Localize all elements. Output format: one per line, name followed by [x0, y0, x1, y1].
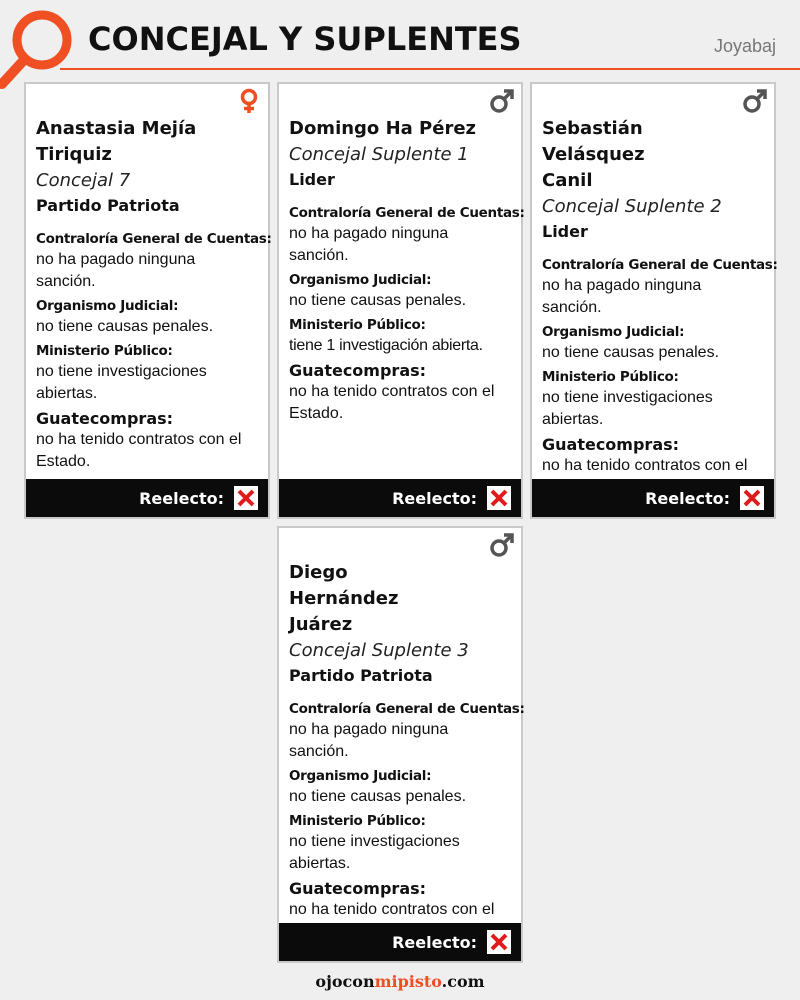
- not-reelected-x-icon: [234, 486, 258, 510]
- ministerio-label: Ministerio Público:: [289, 317, 426, 333]
- male-icon: [742, 88, 768, 114]
- guatecompras-label: Guatecompras:: [289, 879, 427, 898]
- location-label: Joyabaj: [713, 36, 776, 56]
- contraloria-value: no ha pagado ninguna sanción.: [289, 721, 449, 760]
- not-reelected-x-icon: [740, 486, 764, 510]
- candidate-party: Partido Patriota: [289, 666, 433, 685]
- organismo-label: Organismo Judicial:: [289, 768, 432, 784]
- page-title: CONCEJAL Y SUPLENTES: [88, 20, 522, 58]
- candidate-role: Concejal 7: [36, 170, 131, 191]
- guatecompras-value: no ha tenido contratos con el Estado.: [36, 431, 242, 470]
- male-icon: [489, 88, 515, 114]
- organismo-label: Organismo Judicial:: [289, 272, 432, 288]
- candidate-party: Lider: [289, 170, 335, 189]
- ministerio-value: no tiene investigaciones abiertas.: [542, 389, 713, 428]
- candidate-party: Partido Patriota: [36, 196, 180, 215]
- guatecompras-label: Guatecompras:: [542, 435, 680, 454]
- reelecto-label: Reelecto:: [392, 488, 477, 508]
- contraloria-value: no ha pagado ninguna sanción.: [542, 277, 702, 316]
- guatecompras-value: no ha tenido contratos con el: [542, 457, 748, 474]
- brand-part-3: .com: [441, 972, 485, 991]
- male-icon: [489, 532, 515, 558]
- guatecompras-label: Guatecompras:: [36, 409, 174, 428]
- candidate-name: Diego Hernández Juárez: [289, 562, 399, 635]
- brand-part-1: ojocon: [315, 972, 375, 991]
- guatecompras-value: no ha tenido contratos con el Estado.: [289, 383, 495, 422]
- reelecto-label: Reelecto:: [645, 488, 730, 508]
- candidate-role: Concejal Suplente 2: [542, 196, 722, 217]
- guatecompras-label: Guatecompras:: [289, 361, 427, 380]
- brand-part-2: mipisto: [374, 972, 442, 991]
- contraloria-value: no ha pagado ninguna sanción.: [289, 225, 449, 264]
- contraloria-label: Contraloría General de Cuentas:: [36, 231, 272, 247]
- candidate-card: [277, 526, 523, 963]
- header-divider: [60, 68, 800, 70]
- candidate-card: [530, 82, 776, 519]
- candidate-name: Sebastián Velásquez Canil: [542, 118, 645, 191]
- organismo-value: no tiene causas penales.: [36, 318, 214, 335]
- reelecto-bar: [532, 479, 774, 517]
- contraloria-label: Contraloría General de Cuentas:: [542, 257, 778, 273]
- contraloria-label: Contraloría General de Cuentas:: [289, 205, 525, 221]
- candidate-role: Concejal Suplente 3: [289, 640, 469, 661]
- contraloria-label: Contraloría General de Cuentas:: [289, 701, 525, 717]
- reelecto-bar: [279, 923, 521, 961]
- candidate-role: Concejal Suplente 1: [289, 144, 469, 165]
- candidate-card: [277, 82, 523, 519]
- not-reelected-x-icon: [487, 930, 511, 954]
- ministerio-value: no tiene investigaciones abiertas.: [289, 833, 460, 872]
- page-header: [0, 0, 800, 82]
- ministerio-label: Ministerio Público:: [289, 813, 426, 829]
- reelecto-bar: [279, 479, 521, 517]
- ministerio-value: tiene 1 investigación abierta.: [289, 337, 483, 354]
- organismo-label: Organismo Judicial:: [542, 324, 685, 340]
- ministerio-label: Ministerio Público:: [36, 343, 173, 359]
- contraloria-value: no ha pagado ninguna sanción.: [36, 251, 196, 290]
- candidate-card: [24, 82, 270, 519]
- candidate-name: Domingo Ha Pérez: [289, 118, 477, 139]
- organismo-value: no tiene causas penales.: [289, 292, 467, 309]
- female-icon: [236, 88, 262, 114]
- candidate-party: Lider: [542, 222, 588, 241]
- organismo-label: Organismo Judicial:: [36, 298, 179, 314]
- ministerio-label: Ministerio Público:: [542, 369, 679, 385]
- reelecto-bar: [26, 479, 268, 517]
- guatecompras-value: no ha tenido contratos con el: [289, 901, 495, 918]
- not-reelected-x-icon: [487, 486, 511, 510]
- reelecto-label: Reelecto:: [139, 488, 224, 508]
- organismo-value: no tiene causas penales.: [289, 788, 467, 805]
- brand-footer: [0, 972, 800, 991]
- candidate-name: Anastasia Mejía Tiriquiz: [36, 118, 197, 165]
- ministerio-value: no tiene investigaciones abiertas.: [36, 363, 207, 402]
- reelecto-label: Reelecto:: [392, 932, 477, 952]
- organismo-value: no tiene causas penales.: [542, 344, 720, 361]
